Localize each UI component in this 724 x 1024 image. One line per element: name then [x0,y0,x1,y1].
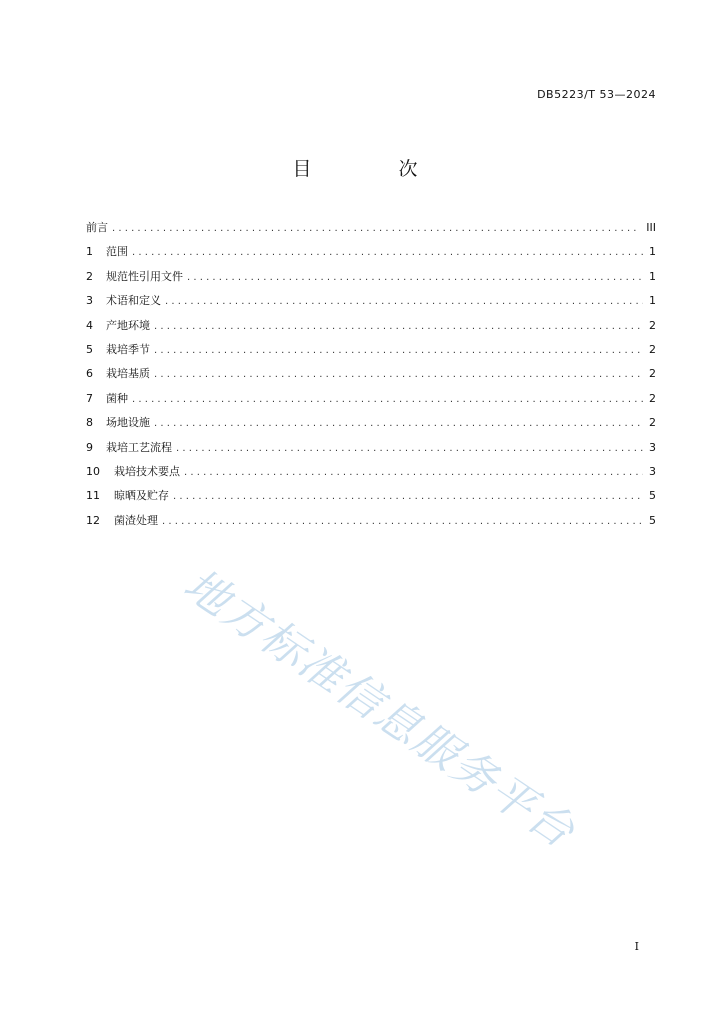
toc-dot-leader [184,463,643,483]
toc-dot-leader [173,487,643,507]
toc-entry-label: 菌种 [106,391,128,405]
toc-entry-page: 2 [649,391,656,405]
toc-dot-leader [132,390,643,410]
toc-dot-leader [132,243,643,263]
page-title: 目 次 [292,158,452,180]
toc-entry[interactable] [86,462,656,486]
toc-entry-page: 1 [649,294,656,308]
page-number: I [634,940,639,953]
toc-entry[interactable] [86,364,656,388]
toc-entry-number: 4 [86,318,93,332]
toc-entry-label: 晾晒及贮存 [114,489,169,503]
toc-entry-page: 1 [649,269,656,283]
toc-entry[interactable] [86,218,656,242]
toc-entry-label: 栽培基质 [106,367,150,381]
toc-dot-leader [165,292,643,312]
toc-entry-page: 1 [649,245,656,259]
toc-entry[interactable] [86,389,656,413]
toc-entry-label: 菌渣处理 [114,513,158,527]
toc-entry-label: 规范性引用文件 [106,269,183,283]
toc-entry-label: 产地环境 [106,318,150,332]
toc-entry-page: 2 [649,342,656,356]
toc-entry-page: 3 [649,440,656,454]
toc-entry[interactable] [86,413,656,437]
toc-entry[interactable] [86,267,656,291]
toc-entry-number: 9 [86,440,93,454]
toc-entry-number: 3 [86,294,93,308]
toc-entry-number: 2 [86,269,93,283]
toc-entry[interactable] [86,291,656,315]
toc-entry[interactable] [86,438,656,462]
toc-entry-page: 3 [649,464,656,478]
toc-dot-leader [154,365,643,385]
toc-entry[interactable] [86,340,656,364]
toc-entry-label: 栽培技术要点 [114,464,180,478]
toc-dot-leader [162,512,643,532]
toc-entry[interactable] [86,316,656,340]
toc-entry[interactable] [86,242,656,266]
watermark: 地方标准信息服务平台 [174,558,585,859]
toc-dot-leader [187,268,643,288]
toc-entry-label: 范围 [106,245,128,259]
toc-entry-page: 5 [649,513,656,527]
toc-dot-leader [176,439,643,459]
table-of-contents [86,218,656,535]
toc-dot-leader [154,414,643,434]
toc-dot-leader [112,219,640,239]
toc-dot-leader [154,341,643,361]
toc-dot-leader [154,317,643,337]
toc-entry-number: 12 [86,513,100,527]
toc-entry-label: 栽培季节 [106,342,150,356]
toc-entry-page: 2 [649,318,656,332]
toc-entry-number: 10 [86,464,100,478]
toc-entry-label: 栽培工艺流程 [106,440,172,454]
toc-entry-page: 5 [649,489,656,503]
toc-entry-label: 前言 [86,221,108,234]
toc-entry-page: III [646,221,656,234]
toc-entry[interactable] [86,511,656,535]
toc-entry-label: 场地设施 [106,416,150,430]
toc-entry-number: 5 [86,342,93,356]
toc-entry-number: 1 [86,245,93,259]
toc-entry[interactable] [86,486,656,510]
toc-entry-page: 2 [649,367,656,381]
document-code: DB5223/T 53—2024 [537,88,656,101]
toc-entry-label: 术语和定义 [106,294,161,308]
toc-entry-number: 6 [86,367,93,381]
toc-entry-number: 7 [86,391,93,405]
toc-entry-page: 2 [649,416,656,430]
toc-entry-number: 8 [86,416,93,430]
toc-entry-number: 11 [86,489,100,503]
